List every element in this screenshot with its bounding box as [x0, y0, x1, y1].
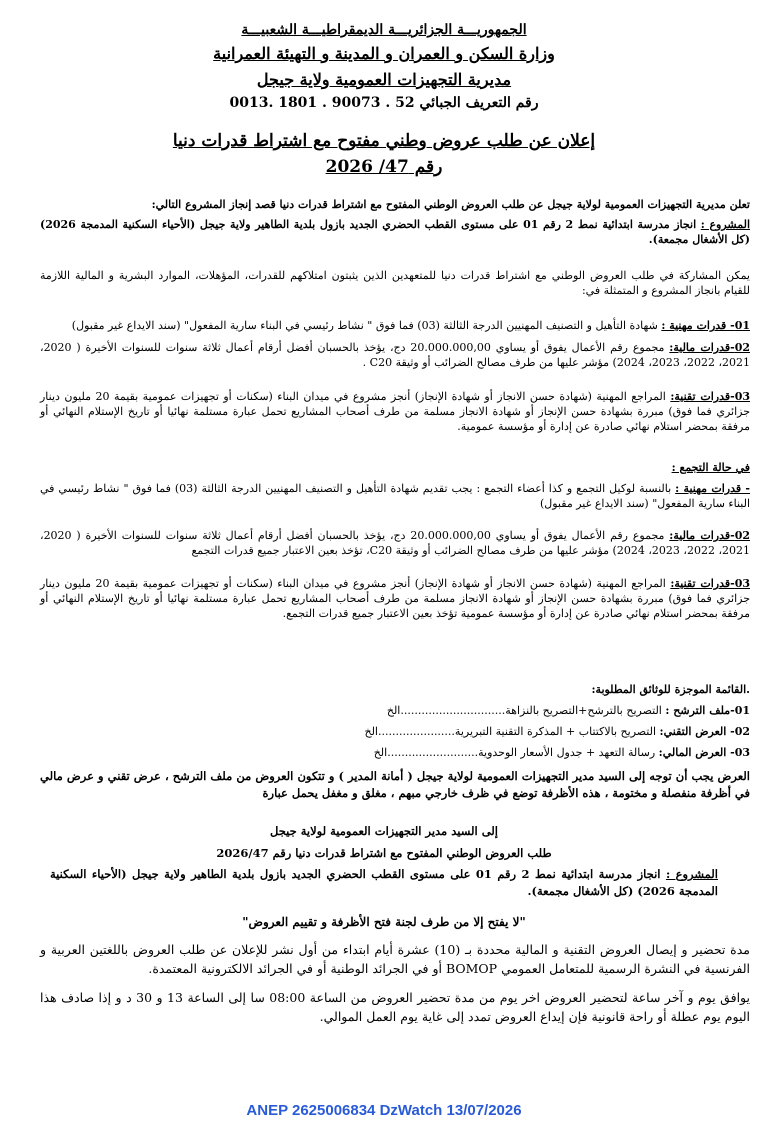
- group-financial-capacity: [40, 528, 750, 558]
- documents-item: [364, 724, 750, 739]
- deadline-paragraph: يوافق يوم و آخر ساعة لتحضير العروض اخر يوم من مدة تحضير العروض من الساعة 08:00 سا إلى الساعة 13 و 30 د و إذا صادف هذا اليوم يوم عطلة أو راحة قانونية فإن إيداع العروض تمدد إلى غاية يوم العمل الموالي.: [40, 990, 750, 1024]
- project-text: انجاز مدرسة ابتدائية نمط 2 رقم 01 على مستوى القطب الحضري الجديد بازول بلدية الطاهير ولاية جيجل (الأحياء السكنية المدمجة 2026): [40, 218, 697, 231]
- intro-paragraph: تعلن مديرية التجهيزات العمومية لولاية جيجل عن طلب العروض الوطني المفتوح مع اشتراط قدرات دنيا قصد إنجاز المشروع التالي:: [151, 198, 750, 211]
- envelope-project: [50, 866, 718, 900]
- envelope-reference: طلب العروض الوطني المفتوح مع اشتراط قدرات دنيا رقم 2026/47: [216, 846, 552, 860]
- documents-heading: .القائمة الموجزة للوثائق المطلوبة:: [591, 683, 750, 696]
- documents-item-label: 01-ملف الترشح :: [665, 704, 750, 717]
- group-heading: في حالة التجمع :: [671, 461, 750, 474]
- group-technical-label: 03-قدرات تقنية:: [670, 577, 750, 590]
- documents-item-text: التصريح بالاكتتاب + المذكرة التقنية التبريرية......................الخ: [364, 725, 657, 738]
- eligibility-paragraph: يمكن المشاركة في طلب العروض الوطني مع اشتراط قدرات دنيا للمتعهدين الذين يثبتون امتلاكهم للقدرات، المؤهلات، الموارد البشرية و المالية اللازمة للقيام بانجاز المشروع و المتمثلة في:: [40, 269, 750, 297]
- group-financial-text: مجموع رقم الأعمال يفوق أو يساوي 20.000.000,00 دج، يؤخذ بالحسبان أفضل أرقام أعمال ثلاثة سنوات للسنوات الأخيرة ( 2020، 2021، 2022، 2023، 2024) مؤشر عليها من طرف مصالح الضرائب أو وثيقة C20، تؤخذ بعين الاعتبار جميع قدرات التجمع: [40, 529, 750, 557]
- group-professional-text: بالنسبة لوكيل التجمع و كذا أعضاء التجمع : يجب تقديم شهادة التأهيل و التصنيف المهنيين الدرجة الثالثة (03) فما فوق " نشاط رئيسي في البناء سارية المفعول" (سند الايداع غير مقبول): [40, 482, 750, 510]
- professional-capacity-text: شهادة التأهيل و التصنيف المهنيين الدرجة الثالثة (03) فما فوق " نشاط رئيسي في البناء سارية المفعول" (سند الايداع غير مقبول): [71, 319, 658, 332]
- announcement-number: رقم 47/ 2026: [325, 157, 443, 177]
- documents-item-text: التصريح بالترشح+التصريح بالنزاهة..............................الخ: [386, 704, 662, 717]
- directorate-heading: مديرية التجهيزات العمومية ولاية جيجل: [256, 70, 512, 89]
- group-technical-capacity: [40, 576, 750, 621]
- financial-capacity: [40, 340, 750, 370]
- do-not-open-notice: "لا يفتح إلا من طرف لجنة فتح الأظرفة و تقييم العروض": [242, 915, 526, 929]
- group-financial-label: 02-قدرات مالية:: [669, 529, 750, 542]
- group-professional-capacity: [40, 481, 750, 511]
- documents-item: [387, 703, 750, 718]
- documents-item: [374, 745, 750, 760]
- envelope-project-note: (كل الأشغال مجمعة).: [527, 884, 634, 898]
- project-note: (كل الأشغال مجمعة).: [648, 233, 750, 246]
- documents-item-label: 02- العرض التقني:: [659, 725, 750, 738]
- envelope-project-text: انجاز مدرسة ابتدائية نمط 2 رقم 01 على مستوى القطب الحضري الجديد بازول بلدية الطاهير ولاية جيجل (الأحياء السكنية المدمجة 2026): [50, 867, 718, 898]
- project-paragraph: [40, 217, 750, 247]
- technical-capacity-label: 03-قدرات تقنية:: [670, 390, 750, 403]
- technical-capacity-text: المراجع المهنية (شهادة حسن الانجاز أو شهادة الإنجاز) أنجز مشروع في ميدان البناء (سكنات أو تجهيزات عمومية بقيمة 20 مليون دينار جزائري فما فوق) مبررة بشهادة حسن الإنجاز أو شهادة الانجاز مسلمة من طرف أصحاب المشاريع تحمل عبارة مستلمة نهائيا أو تاريخ الإستلام النهائي أو مرفقة بمحضر استلام نهائي صادرة عن إدارة أو مؤسسة عمومية.: [40, 390, 750, 433]
- announcement-title: إعلان عن طلب عروض وطني مفتوح مع اشتراط قدرات دنيا: [172, 131, 596, 151]
- ministry-heading: وزارة السكن و العمران و المدينة و التهيئة العمرانية: [213, 44, 555, 63]
- documents-item-text: رسالة التعهد + جدول الأسعار الوحدوية..........................الخ: [373, 746, 656, 759]
- envelope-project-label: المشروع :: [665, 867, 718, 881]
- financial-capacity-text: مجموع رقم الأعمال يفوق أو يساوي 20.000.000,00 دج، يؤخذ بالحسبان أفضل أرقام أعمال ثلاثة سنوات للسنوات الأخيرة ( 2020، 2021، 2022، 2023، 2024) مؤشر عليها من طرف مصالح الضرائب أو وثيقة C20 .: [40, 341, 750, 369]
- anep-reference: ANEP 2625006834 DzWatch 13/07/2026: [246, 1102, 522, 1119]
- tax-id: رقم التعريف الجبائي 52 . 90073 . 1801 .0013: [229, 95, 539, 111]
- technical-capacity: [40, 389, 750, 434]
- group-technical-text: المراجع المهنية (شهادة حسن الانجاز أو شهادة الإنجاز) أنجز مشروع في ميدان البناء (سكنات أو تجهيزات عمومية بقيمة 20 مليون دينار جزائري فما فوق) مبررة بشهادة حسن الإنجاز أو شهادة الانجاز مسلمة من طرف أصحاب المشاريع تحمل عبارة مستلمة نهائيا أو تاريخ الإستلام النهائي أو مرفقة بمحضر استلام نهائي صادرة عن إدارة أو مؤسسة عمومية تؤخذ بعين الاعتبار جميع قدرات التجمع.: [40, 577, 750, 620]
- professional-capacity: [40, 318, 750, 333]
- duration-paragraph: مدة تحضير و إيصال العروض التقنية و المالية محددة بـ (10) عشرة أيام ابتداء من أول نشر للإعلان عن طلب العروض باللغتين العربية و الفرنسية في النشرة الرسمية للمتعامل العمومي BOMOP أو في الجرائد الوطنية أو في الجرائد الالكترونية المعتمدة.: [40, 942, 750, 976]
- professional-capacity-label: 01- قدرات مهنية :: [661, 319, 750, 332]
- project-label: المشروع :: [700, 218, 751, 231]
- submission-paragraph: العرض يجب أن توجه إلى السيد مدير التجهيزات العمومية لولاية جيجل ( أمانة المدير ) و تتكون العروض من ملف الترشح ، عرض تقني و عرض مالي في أظرفة منفصلة و مختومة ، هذه الأظرفة توضع في ظرف خارجي مبهم ، مغلق و مغفل يحمل عبارة: [40, 769, 750, 800]
- financial-capacity-label: 02-قدرات مالية:: [669, 341, 750, 354]
- group-professional-label: - قدرات مهنية :: [675, 482, 750, 495]
- envelope-addressee: إلى السيد مدير التجهيزات العمومية لولاية جيجل: [270, 824, 498, 838]
- documents-item-label: 03- العرض المالي:: [658, 746, 750, 759]
- republic-heading: الجمهوريـــة الجزائريـــة الديمقراطيـــة الشعبيـــة: [241, 22, 527, 38]
